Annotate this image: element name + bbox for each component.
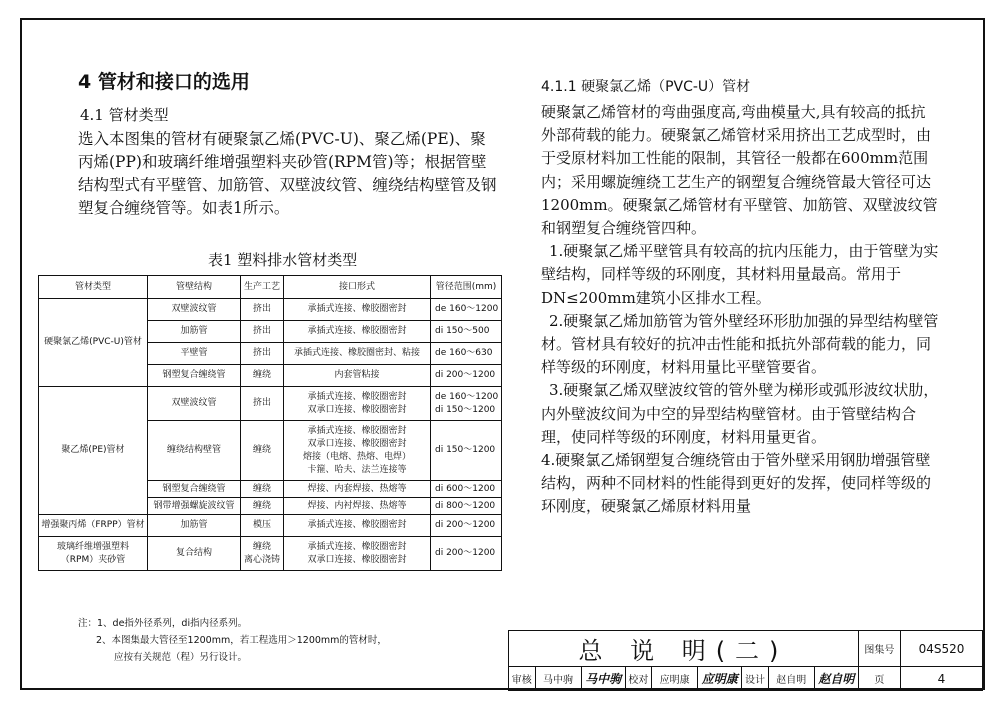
structure-cell: 平壁管 (148, 343, 241, 365)
process-cell: 缠绕 (241, 421, 284, 481)
structure-cell: 加筋管 (148, 321, 241, 343)
structure-cell: 钢塑复合缠绕管 (148, 365, 241, 387)
joint-cell: 承插式连接、橡胶圈密封、粘接 (284, 343, 431, 365)
joint-cell: 承插式连接、橡胶圈密封 (284, 515, 431, 537)
range-cell: de 160～1200 di 150～1200 (431, 387, 502, 421)
range-cell: di 150～500 (431, 321, 502, 343)
range-cell: de 160～1200 (431, 299, 502, 321)
section-heading: 4 管材和接口的选用 (78, 71, 250, 93)
pipe-material-cell: 玻璃纤维增强塑料 （RPM）夹砂管 (39, 537, 148, 571)
table-row (39, 299, 502, 321)
review-label: 审核 (509, 667, 536, 691)
col-header: 接口形式 (284, 276, 431, 299)
table-header-row (39, 276, 502, 299)
table-row (39, 387, 502, 421)
structure-cell: 加筋管 (148, 515, 241, 537)
process-cell: 模压 (241, 515, 284, 537)
joint-cell: 焊接、内衬焊接、热熔等 (284, 498, 431, 515)
note-line: 注：1、de指外径系列，di指内径系列。 (78, 618, 248, 629)
range-cell: di 200～1200 (431, 537, 502, 571)
checker-signature: 应明康 (698, 667, 742, 691)
joint-cell: 承插式连接、橡胶圈密封 (284, 321, 431, 343)
paragraph: 3.硬聚氯乙烯双壁波纹管的管外壁为梯形或弧形波纹状肋，内外壁波纹间为中空的异型结构壁管材。由于管壁结构合理，使同样等级的环刚度，材料用量更省。 (541, 381, 939, 446)
paragraph: 硬聚氯乙烯管材的弯曲强度高,弯曲模量大,具有较高的抵抗外部荷载的能力。硬聚氯乙烯管材采用挤出工艺成型时，由于受原材料加工性能的限制，其管径一般都在600mm范围内；采用螺旋缠绕工艺生产的钢塑复合缠绕管最大管径可达1200mm。硬聚氯乙烯管材有平壁管、加筋管、双壁波纹管和钢塑复合缠绕管四种。 (541, 103, 938, 238)
designer-name: 赵自明 (768, 667, 814, 691)
note-line: 应按有关规范（程）另行设计。 (114, 652, 248, 663)
reviewer-name: 马中驹 (535, 667, 581, 691)
paragraph: 4.硬聚氯乙烯钢塑复合缠绕管由于管外壁采用钢肋增强管壁结构，两种不同材料的性能得到更好的发挥，使同样等级的环刚度，硬聚氯乙烯原材料用量 (541, 451, 932, 516)
design-label: 设计 (742, 667, 769, 691)
structure-cell: 钢带增强螺旋波纹管 (148, 498, 241, 515)
checker-name: 应明康 (652, 667, 698, 691)
col-header: 管材类型 (39, 276, 148, 299)
col-header: 管壁结构 (148, 276, 241, 299)
process-cell: 挤出 (241, 321, 284, 343)
joint-cell: 承插式连接、橡胶圈密封 (284, 299, 431, 321)
joint-cell: 承插式连接、橡胶圈密封 双承口连接、橡胶圈密封 (284, 387, 431, 421)
atlas-label: 图集号 (858, 631, 900, 667)
pipe-material-cell: 硬聚氯乙烯(PVC-U)管材 (39, 299, 148, 387)
range-cell: di 200～1200 (431, 365, 502, 387)
range-cell: di 150～1200 (431, 421, 502, 481)
col-header: 管径范围(mm) (431, 276, 502, 299)
structure-cell: 缠绕结构壁管 (148, 421, 241, 481)
joint-cell: 承插式连接、橡胶圈密封 双承口连接、橡胶圈密封 (284, 537, 431, 571)
note-line: 2、本图集最大管径至1200mm，若工程选用＞1200mm的管材时， (96, 635, 387, 646)
pipe-material-cell: 增强聚丙烯（FRPP）管材 (39, 515, 148, 537)
atlas-number: 04S520 (900, 631, 982, 667)
range-cell: di 200～1200 (431, 515, 502, 537)
range-cell: di 600～1200 (431, 481, 502, 498)
table-body (39, 299, 502, 571)
page-label: 页 (858, 667, 900, 691)
structure-cell: 钢塑复合缠绕管 (148, 481, 241, 498)
range-cell: de 160～630 (431, 343, 502, 365)
table-row (39, 537, 502, 571)
page-number: 4 (900, 667, 982, 691)
table-notes (78, 615, 387, 666)
joint-cell: 内套管粘接 (284, 365, 431, 387)
joint-cell: 承插式连接、橡胶圈密封 双承口连接、橡胶圈密封 熔接（电熔、热熔、电焊） 卡箍、哈夫、法兰连接等 (284, 421, 431, 481)
process-cell: 挤出 (241, 387, 284, 421)
right-column (541, 101, 939, 519)
joint-cell: 焊接、内套焊接、热熔等 (284, 481, 431, 498)
table-caption: 表1 塑料排水管材类型 (208, 251, 358, 269)
intro-paragraph: 选入本图集的管材有硬聚氯乙烯(PVC-U)、聚乙烯(PE)、聚丙烯(PP)和玻璃纤维增强塑料夹砂管(RPM管)等；根据管壁结构型式有平壁管、加筋管、双壁波纹管、缠绕结构壁管及钢塑复合缠绕管等。如表1所示。 (78, 130, 497, 217)
process-cell: 缠绕 (241, 481, 284, 498)
pipe-type-table (38, 275, 502, 571)
col-header: 生产工艺 (241, 276, 284, 299)
process-cell: 缠绕 离心浇铸 (241, 537, 284, 571)
process-cell: 挤出 (241, 299, 284, 321)
process-cell: 缠绕 (241, 365, 284, 387)
process-cell: 缠绕 (241, 498, 284, 515)
structure-cell: 双壁波纹管 (148, 387, 241, 421)
title-block (508, 630, 983, 691)
reviewer-signature: 马中驹 (581, 667, 625, 691)
drawing-title: 总 说 明(二) (509, 631, 859, 667)
process-cell: 挤出 (241, 343, 284, 365)
range-cell: di 800～1200 (431, 498, 502, 515)
subsection-heading: 4.1 管材类型 (80, 106, 169, 124)
structure-cell: 双壁波纹管 (148, 299, 241, 321)
check-label: 校对 (625, 667, 652, 691)
pipe-material-cell: 聚乙烯(PE)管材 (39, 387, 148, 515)
table-row (39, 515, 502, 537)
structure-cell: 复合结构 (148, 537, 241, 571)
paragraph: 1.硬聚氯乙烯平壁管具有较高的抗内压能力，由于管壁为实壁结构，同样等级的环刚度，其材料用量最高。常用于DN≤200mm建筑小区排水工程。 (541, 242, 939, 307)
paragraph: 2.硬聚氯乙烯加筋管为管外壁经环形肋加强的异型结构壁管材。管材具有较好的抗冲击性能和抵抗外部荷载的能力，同样等级的环刚度，材料用量比平壁管要省。 (541, 311, 939, 377)
right-heading: 4.1.1 硬聚氯乙烯（PVC-U）管材 (541, 79, 751, 95)
designer-signature: 赵自明 (814, 667, 858, 691)
